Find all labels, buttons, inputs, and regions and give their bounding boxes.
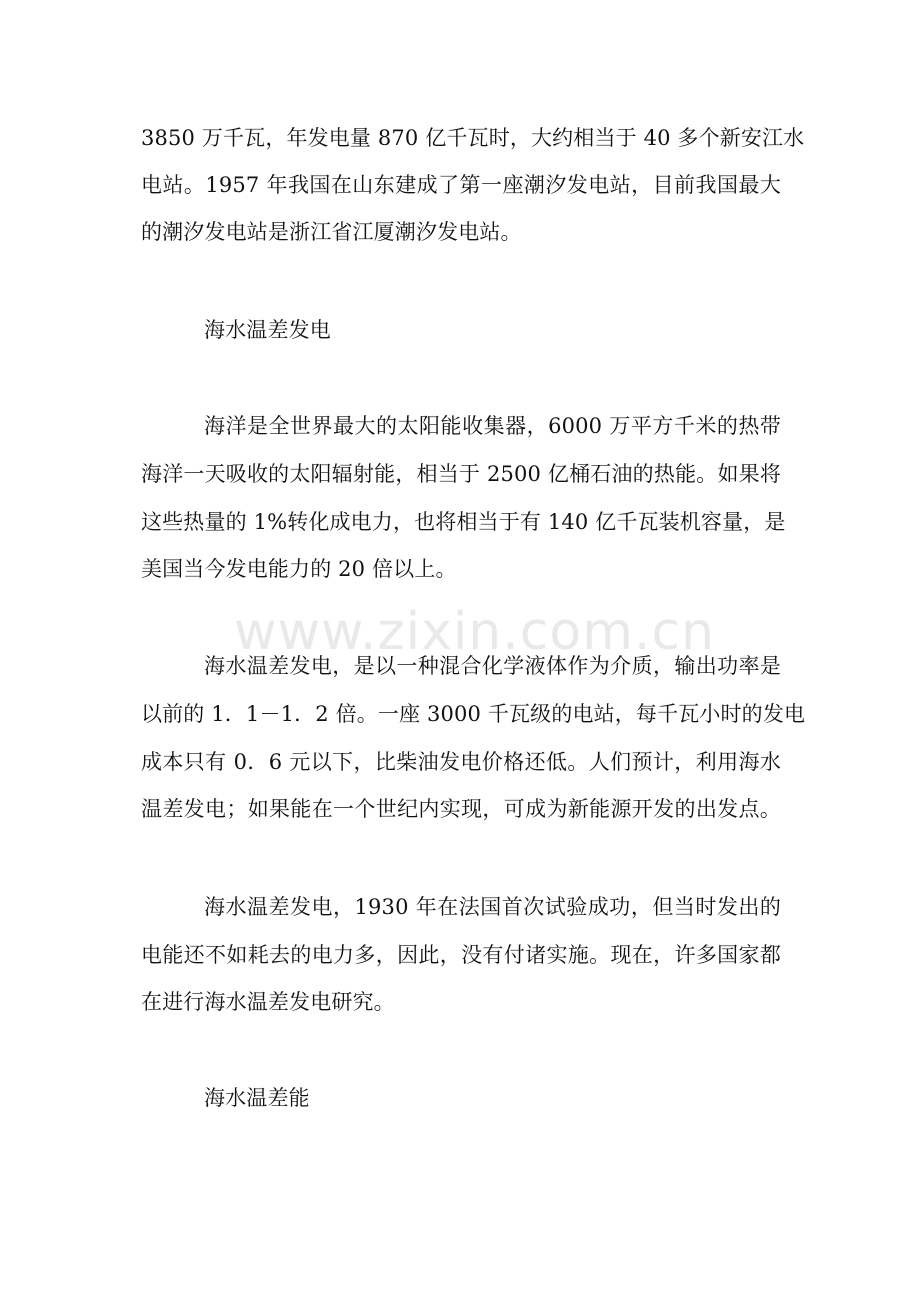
paragraph-2-line-3: 这些热量的 1%转化成电力，也将相当于有 140 亿千瓦装机容量，是 xyxy=(141,510,786,534)
paragraph-3-line-3: 成本只有 0．6 元以下，比柴油发电价格还低。人们预计，利用海水 xyxy=(141,750,781,774)
watermark: www.zixin.com.cn xyxy=(234,602,715,662)
paragraph-1-line-2: 电站。1957 年我国在山东建成了第一座潮汐发电站，目前我国最大 xyxy=(141,173,781,197)
paragraph-4-line-3: 在进行海水温差发电研究。 xyxy=(141,990,395,1014)
section-heading-ocean-thermal-power: 海水温差发电 xyxy=(204,318,331,342)
paragraph-3-line-2: 以前的 1．1－1．2 倍。一座 3000 千瓦级的电站，每千瓦小时的发电 xyxy=(141,702,806,726)
paragraph-1-line-1: 3850 万千瓦，年发电量 870 亿千瓦时，大约相当于 40 多个新安江水 xyxy=(141,126,805,150)
section-heading-ocean-thermal-energy: 海水温差能 xyxy=(204,1086,310,1110)
paragraph-4-line-1: 海水温差发电，1930 年在法国首次试验成功，但当时发出的 xyxy=(204,895,781,919)
paragraph-3-line-4: 温差发电；如果能在一个世纪内实现，可成为新能源开发的出发点。 xyxy=(141,797,781,821)
paragraph-3-line-1: 海水温差发电，是以一种混合化学液体作为介质，输出功率是 xyxy=(204,654,781,678)
paragraph-2-line-1: 海洋是全世界最大的太阳能收集器，6000 万平方千米的热带 xyxy=(204,414,781,438)
paragraph-1-line-3: 的潮汐发电站是浙江省江厦潮汐发电站。 xyxy=(141,220,522,244)
paragraph-2-line-4: 美国当今发电能力的 20 倍以上。 xyxy=(141,557,457,581)
paragraph-4-line-2: 电能还不如耗去的电力多，因此，没有付诸实施。现在，许多国家都 xyxy=(141,943,781,967)
paragraph-2-line-2: 海洋一天吸收的太阳辐射能，相当于 2500 亿桶石油的热能。如果将 xyxy=(141,462,781,486)
